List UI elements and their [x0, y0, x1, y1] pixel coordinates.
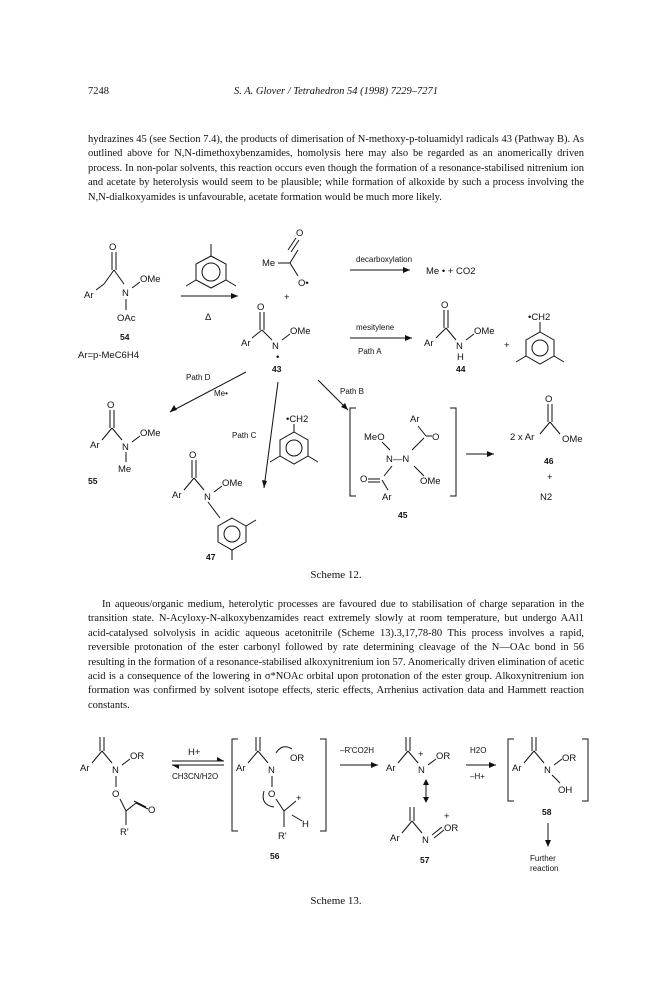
compound-45	[350, 408, 456, 520]
compound-number-54: 54	[120, 332, 130, 342]
further-label: Further	[530, 854, 556, 863]
h-label: H	[457, 352, 464, 363]
n-label: N	[268, 765, 275, 776]
o-label: O	[268, 789, 276, 800]
o-label: O	[432, 432, 440, 443]
ch2-radical-label: •CH2	[286, 414, 309, 425]
page-header	[88, 86, 584, 102]
paragraph-solvolysis: In aqueous/organic medium, heterolytic processes are favoured due to stabilisation of charge separation in the transition state. N-Acyloxy-N-alkoxybenzamides react extremely slowly at room temperature, but undergo AAl1 acid-catalysed solvolysis in acidic aqueous acetonitrile (Scheme 13).3,17,78-80 This process involves a rapid, reversible protonation of the ester carbonyl followed by rate determining cleavage of the N—OAc bond in 56 resulting in the formation of a resonance-stabilised alkoxynitrenium ion 57. Anomerically driven elimination of acetic acid is a consequence of the lowering in σ*NOAc orbital upon protonation of the ester group. Alkoxynitrenium ion formation was confirmed by solvent isotope effects, steric effects, Arrhenius activation data and Hammett reaction constants.	[88, 599, 584, 711]
svg-text:+: +	[444, 811, 450, 822]
scheme-13-caption: Scheme 13.	[310, 895, 362, 907]
ar-label: Ar	[386, 763, 396, 774]
resonance-form-57	[390, 807, 458, 865]
or-label: OR	[436, 751, 451, 762]
ar-label: Ar	[84, 290, 94, 301]
mesitylene-reagent	[181, 244, 238, 323]
n-label: N	[456, 341, 463, 352]
ar-label: Ar	[410, 414, 420, 425]
scheme-12-caption: Scheme 12.	[310, 569, 362, 581]
svg-text:O: O	[189, 450, 197, 461]
svg-text:•: •	[276, 352, 280, 363]
ar-label: Ar	[382, 492, 392, 503]
ar-label: Ar	[172, 490, 182, 501]
compound-46	[510, 394, 583, 503]
o-label: O	[148, 805, 156, 816]
ar-label: Ar	[90, 440, 100, 451]
svg-text:+: +	[296, 793, 302, 804]
ar-label: Ar	[241, 338, 251, 349]
protonation-equilibrium	[172, 747, 224, 781]
path-c-label: Path C	[232, 431, 257, 440]
or-label: OR	[130, 751, 145, 762]
nn-label: N—N	[386, 454, 410, 465]
o-label: O	[360, 474, 368, 485]
n-label: N	[422, 835, 429, 846]
compound-number-55: 55	[88, 476, 98, 486]
ar-label: Ar	[512, 763, 522, 774]
ome-label: OMe	[222, 478, 243, 489]
svg-text:+: +	[504, 340, 510, 351]
compound-number-44: 44	[456, 364, 466, 374]
svg-text:O: O	[107, 400, 115, 411]
ome-label: OMe	[562, 434, 583, 445]
ar-label: Ar	[236, 763, 246, 774]
compound-43	[241, 302, 311, 374]
or-label: OR	[290, 753, 305, 764]
compound-number-47: 47	[206, 552, 216, 562]
page-number: 7248	[88, 86, 109, 97]
starting-material	[80, 737, 155, 838]
mesitylene-label: mesitylene	[356, 323, 395, 332]
r-prime-label: R'	[120, 827, 129, 838]
n-label: N	[112, 765, 119, 776]
path-b-label: Path B	[340, 387, 365, 396]
svg-text:O: O	[257, 302, 265, 313]
plus-sign: +	[547, 472, 553, 483]
scheme-13-figure	[0, 735, 672, 885]
nitrenium-ion	[386, 737, 450, 803]
reaction-label: reaction	[530, 864, 559, 873]
solvent-label: CH3CN/H2O	[172, 772, 219, 781]
compound-number-57: 57	[420, 855, 430, 865]
svg-text:O: O	[109, 242, 117, 253]
decarboxylation-label: decarboxylation	[356, 255, 413, 264]
n-label: N	[122, 288, 129, 299]
o-label: O	[296, 228, 304, 239]
n-label: N	[122, 442, 129, 453]
or-label: OR	[562, 753, 577, 764]
r-prime-label: R'	[278, 831, 287, 842]
water-addition-step	[466, 746, 496, 781]
n-label: N	[272, 341, 279, 352]
n2-label: N2	[540, 492, 553, 503]
ome-label: OMe	[140, 274, 161, 285]
svg-text:O: O	[441, 300, 449, 311]
n-label: N	[544, 765, 551, 776]
benzyl-radical-path-c	[270, 414, 318, 464]
pathway-arrows	[170, 372, 364, 488]
acetoxyl-radical	[262, 228, 309, 303]
compound-54	[78, 242, 161, 361]
n-label: N	[204, 492, 211, 503]
path-a-step	[350, 323, 412, 356]
oh-label: OH	[558, 785, 573, 796]
svg-text:+: +	[418, 749, 424, 760]
h-plus-label: H+	[188, 747, 201, 758]
compound-44	[424, 300, 510, 374]
compound-number-58: 58	[542, 807, 552, 817]
product-58	[508, 737, 588, 873]
h-label: H	[302, 819, 309, 830]
two-x-ar-label: 2 x Ar	[510, 432, 535, 443]
ar-label: Ar	[424, 338, 434, 349]
delta-label: Δ	[205, 312, 212, 323]
ome-label: OMe	[474, 326, 495, 337]
or-label: OR	[444, 823, 459, 834]
ar-label: Ar	[390, 833, 400, 844]
dimethylbenzyl-radical	[516, 312, 564, 364]
ome-label: OMe	[140, 428, 161, 439]
ar-definition: Ar=p-MeC6H4	[78, 350, 139, 361]
meo-label: MeO	[364, 432, 385, 443]
compound-number-46: 46	[544, 456, 554, 466]
compound-47	[172, 450, 256, 562]
o-radical-label: O•	[298, 278, 309, 289]
compound-55	[88, 400, 161, 486]
path-d-label: Path D	[186, 373, 211, 382]
ome-label: OMe	[420, 476, 441, 487]
oac-label: OAc	[117, 313, 136, 324]
ch2-radical-label: •CH2	[528, 312, 551, 323]
compound-number-45: 45	[398, 510, 408, 520]
h2o-label: H2O	[470, 746, 487, 755]
me-co2-products: Me • + CO2	[426, 266, 476, 277]
svg-text:O: O	[545, 394, 553, 405]
intermediate-56	[232, 737, 326, 861]
plus-sign: +	[284, 292, 290, 303]
running-head: S. A. Glover / Tetrahedron 54 (1998) 7229–7271	[233, 86, 439, 97]
me-radical-label: Me•	[214, 389, 228, 398]
o-label: O	[112, 789, 120, 800]
path-a-label: Path A	[358, 347, 382, 356]
me-label: Me	[118, 464, 132, 475]
loss-acid-label: –R'CO2H	[340, 746, 374, 755]
scheme-12-figure	[0, 222, 672, 562]
paragraph-intro: hydrazines 45 (see Section 7.4), the products of dimerisation of N-methoxy-p-toluamidyl radicals 43 (Pathway B). As outlined above for N,N-dimethoxybenzamides, homolysis here may also be regarded as an anomerically driven process. In non-polar solvents, this reaction occurs even though the formation of a resonance-stabilised nitrenium ion and acetate by heterolysis would seem to be plausible; while formation of alkoxide by such a process involving the N,N-dialkoxyamides is unfavourable, acetate formation would be much more likely.	[88, 134, 584, 203]
me-label: Me	[262, 258, 276, 269]
ome-label: OMe	[290, 326, 311, 337]
n-label: N	[418, 765, 425, 776]
loss-of-acid-step	[340, 746, 378, 768]
compound-number-43: 43	[272, 364, 282, 374]
decarboxylation-step	[350, 255, 476, 277]
minus-h-label: –H+	[470, 772, 485, 781]
compound-number-56: 56	[270, 851, 280, 861]
ar-label: Ar	[80, 763, 90, 774]
